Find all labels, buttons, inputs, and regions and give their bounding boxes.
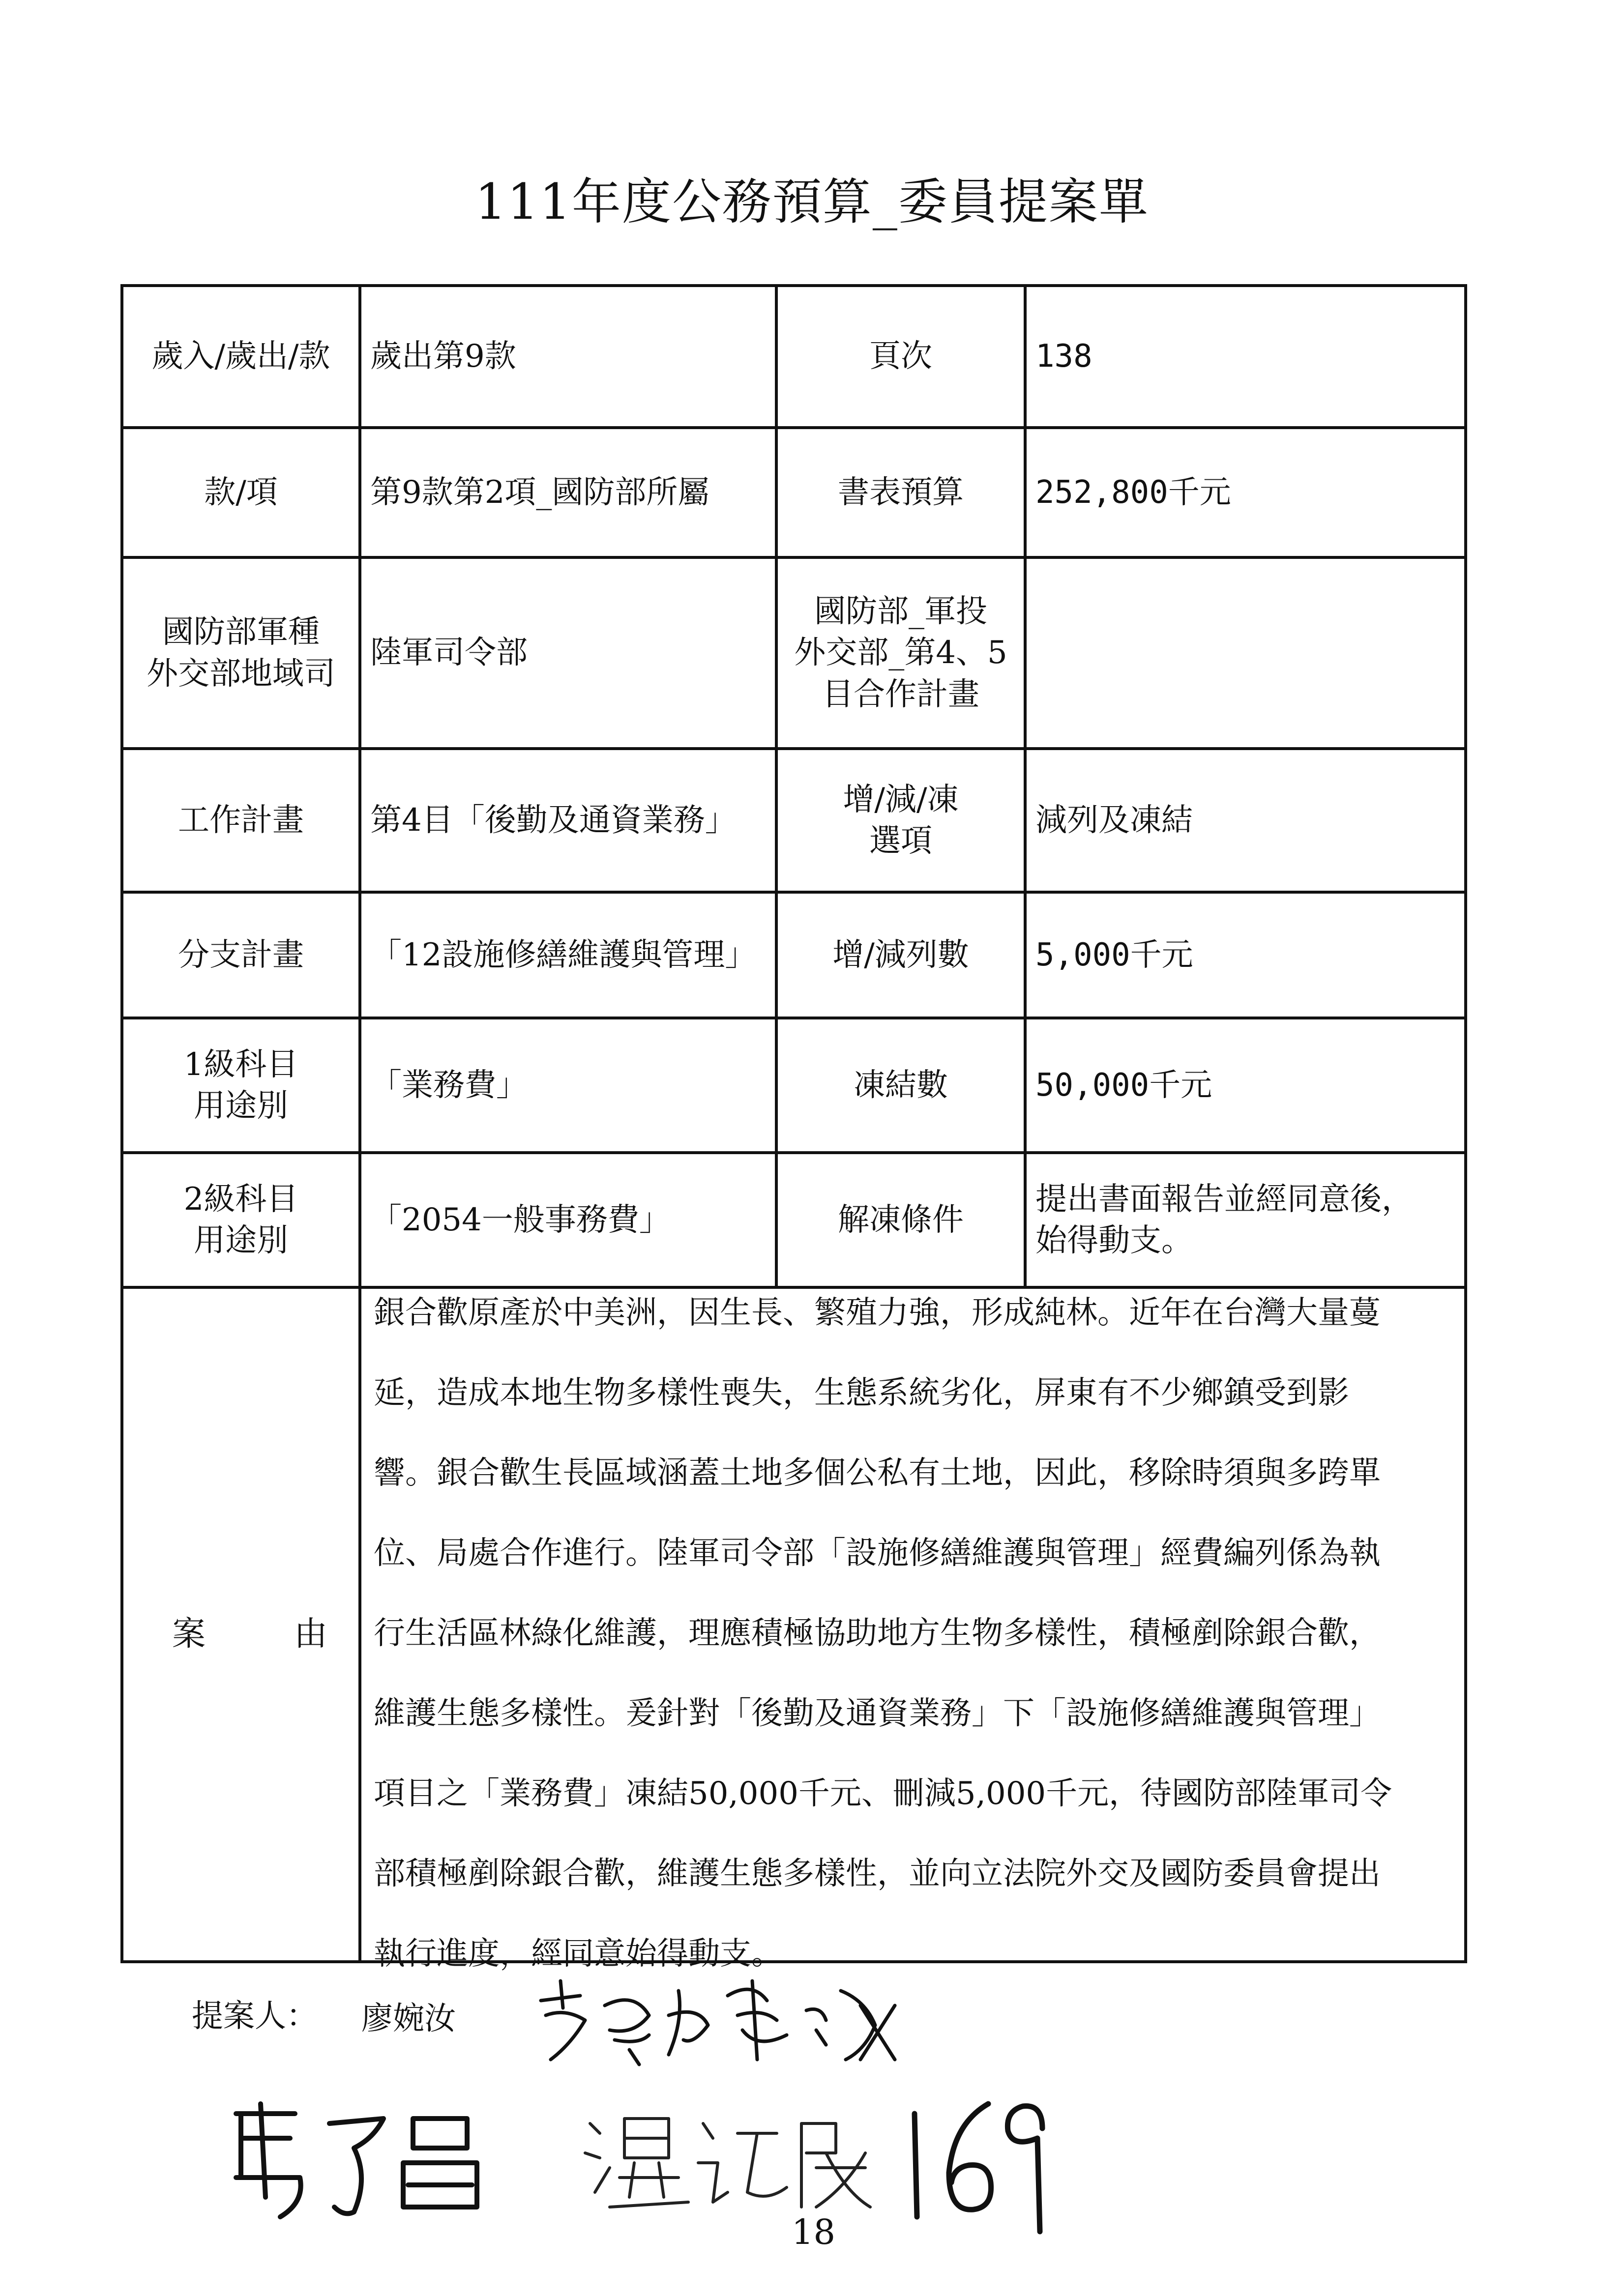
signature-2 [207, 2084, 551, 2232]
row-2-label: 款/項 [120, 426, 361, 559]
row-1-label2: 頁次 [775, 284, 1027, 429]
proposer-name: 廖婉汝 [361, 2001, 456, 2037]
row-6-label2: 凍結數 [775, 1017, 1027, 1154]
reason-line: 維護生態多樣性。爰針對「後勤及通資業務」下「設施修繕維護與管理」 [374, 1695, 1381, 1732]
reason-line: 執行進度，經同意始得動支。 [374, 1936, 783, 1972]
reason-line: 部積極剷除銀合歡，維護生態多樣性，並向立法院外交及國防委員會提出 [374, 1856, 1381, 1892]
reason-line: 行生活區林綠化維護，理應積極協助地方生物多樣性，積極剷除銀合歡， [374, 1615, 1381, 1652]
row-2-label2: 書表預算 [775, 426, 1027, 559]
row-3-value: 陸軍司令部 [358, 556, 778, 750]
row-2-value2: 252,800千元 [1024, 426, 1467, 559]
row-7-label: 2級科目 用途別 [120, 1151, 361, 1289]
row-5-value: 「12設施修繕維護與管理」 [358, 891, 778, 1019]
row-4-value: 第4目「後勤及通資業務」 [358, 747, 778, 894]
page-title: 111年度公務預算_委員提案單 [475, 173, 1149, 231]
row-4-value2: 減列及凍結 [1024, 747, 1467, 894]
row-5-value2: 5,000千元 [1024, 891, 1467, 1019]
row-3-label2: 國防部_軍投 外交部_第4、5 目合作計畫 [775, 556, 1027, 750]
row-6-value2: 50,000千元 [1024, 1017, 1467, 1154]
row-4-label2: 增/減/凍 選項 [775, 747, 1027, 894]
reason-line: 位、局處合作進行。陸軍司令部「設施修繕維護與管理」經費編列係為執 [374, 1535, 1381, 1571]
row-1-label: 歲入/歲出/款 [120, 284, 361, 429]
reason-text [374, 1273, 1460, 1994]
row-4-label: 工作計畫 [120, 747, 361, 894]
row-5-label2: 增/減列數 [775, 891, 1027, 1019]
row-2-value: 第9款第2項_國防部所屬 [358, 426, 778, 559]
row-7-label2: 解凍條件 [775, 1151, 1027, 1289]
signature-1 [521, 1961, 939, 2074]
row-7-value2: 提出書面報告並經同意後， 始得動支。 [1024, 1151, 1467, 1289]
row-3-value2 [1024, 556, 1467, 750]
reason-line: 響。銀合歡生長區域涵蓋土地多個公私有土地，因此，移除時須與多跨單 [374, 1455, 1381, 1491]
handwritten-number [895, 2084, 1062, 2241]
row-5-label: 分支計畫 [120, 891, 361, 1019]
row-6-value: 「業務費」 [358, 1017, 778, 1154]
page-number: 18 [792, 2212, 836, 2252]
row-1-value: 歲出第9款 [358, 284, 778, 429]
row-3-label: 國防部軍種 外交部地域司 [120, 556, 361, 750]
reason-label: 案由 [172, 1615, 416, 1654]
row-1-value2: 138 [1024, 284, 1467, 429]
proposer-label: 提案人： [192, 1998, 318, 2034]
row-7-value: 「2054一般事務費」 [358, 1151, 778, 1289]
reason-line: 項目之「業務費」凍結50,000千元、刪減5,000千元，待國防部陸軍司令 [374, 1775, 1392, 1812]
signature-3 [570, 2094, 890, 2222]
reason-line: 銀合歡原產於中美洲，因生長、繁殖力強，形成純林。近年在台灣大量蔓 [374, 1295, 1381, 1331]
row-6-label: 1級科目 用途別 [120, 1017, 361, 1154]
reason-line: 延，造成本地生物多樣性喪失，生態系統劣化，屏東有不少鄉鎮受到影 [374, 1375, 1349, 1411]
